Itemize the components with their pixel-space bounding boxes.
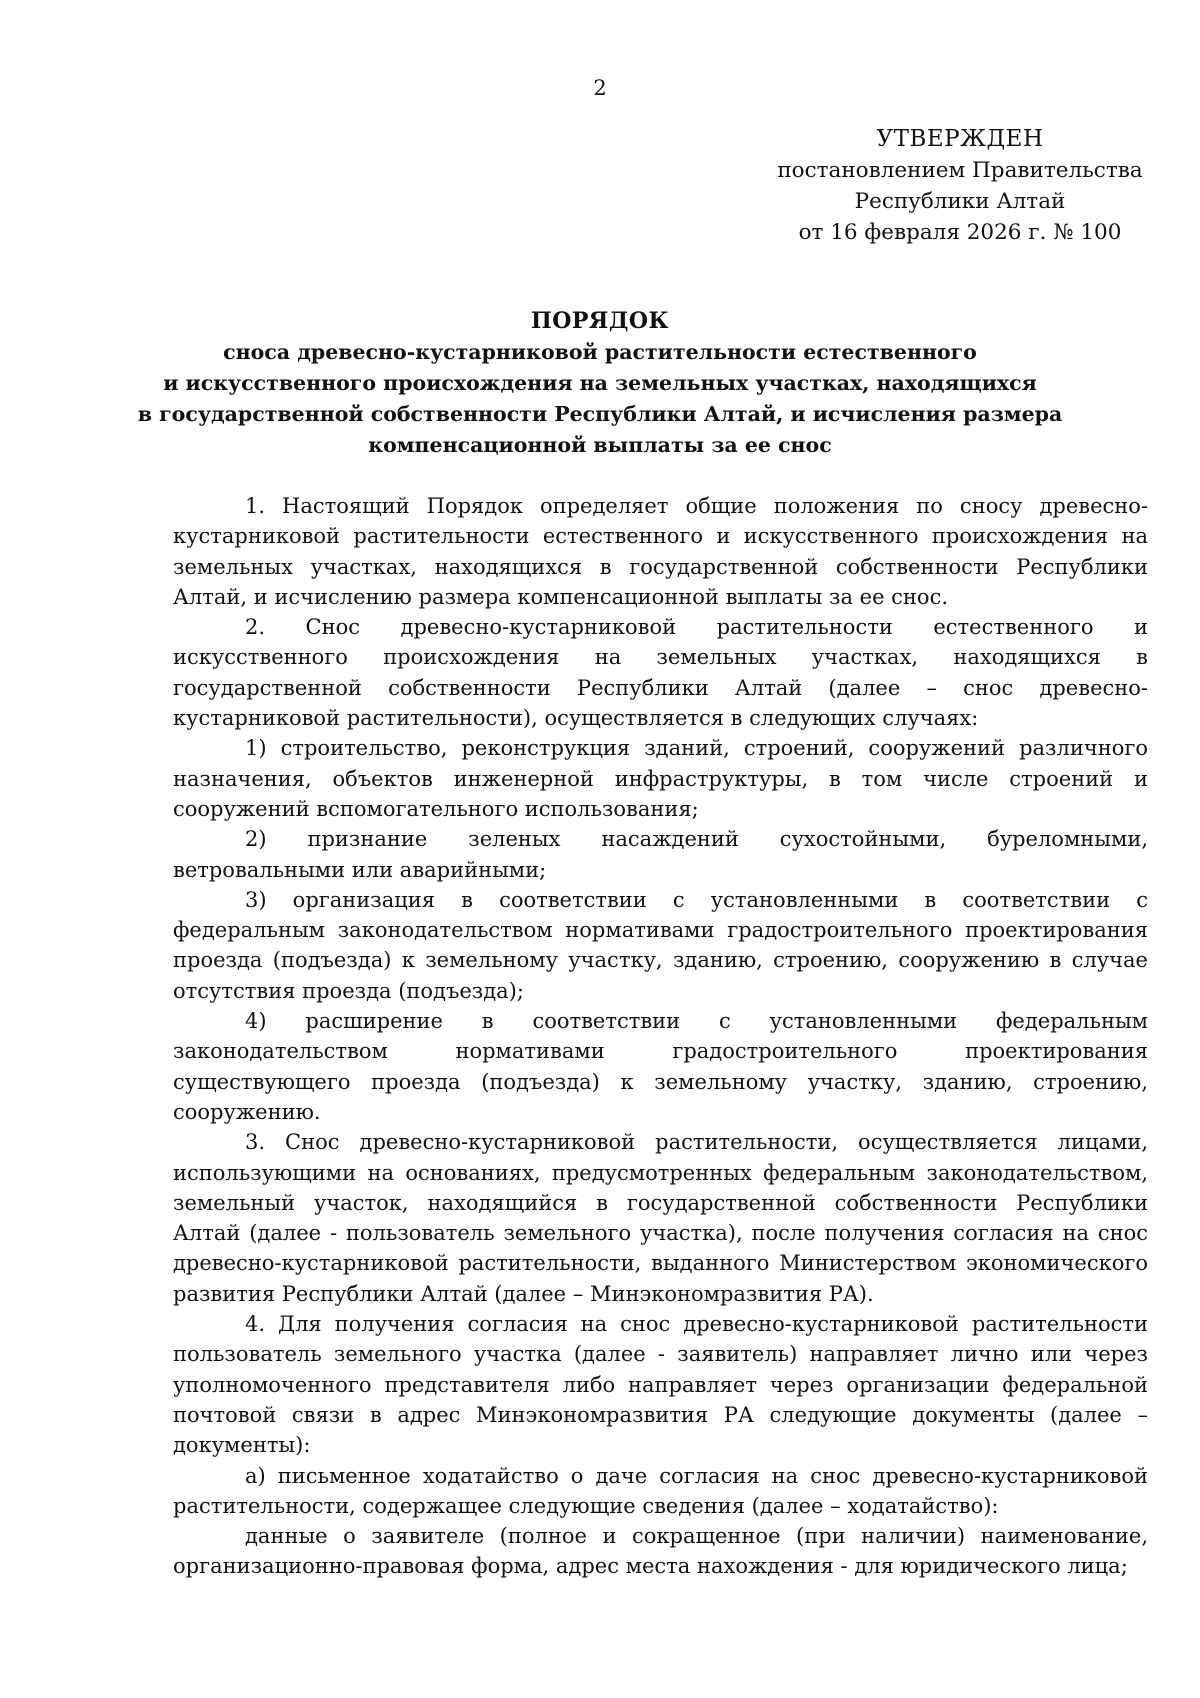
- paragraph-2-item-2: 2) признание зеленых насаждений сухостойными, буреломными, ветровальными или аварийными;: [173, 827, 1148, 882]
- paragraph-1: 1. Настоящий Порядок определяет общие положения по сносу древесно-кустарниковой растительности естественного и искусственного происхождения на земельных участках, находящихся в государственной собственности Республики Алтай, и исчислению размера компенсационной выплаты за ее снос.: [173, 494, 1148, 609]
- document-body: [173, 491, 1148, 1582]
- approval-line-1: постановлением Правительства: [777, 158, 1143, 183]
- paragraph-4-item-a: а) письменное ходатайство о даче согласия на снос древесно-кустарниковой растительности, содержащее следующие сведения (далее – ходатайство):: [173, 1463, 1148, 1518]
- approval-heading: УТВЕРЖДЕН: [876, 126, 1044, 152]
- title-line-3: в государственной собственности Республики Алтай, и исчисления размера: [137, 402, 1063, 426]
- page-number: 2: [593, 76, 607, 100]
- approval-line-3: от 16 февраля 2026 г. № 100: [798, 220, 1122, 245]
- approval-line-2: Республики Алтай: [854, 189, 1066, 214]
- paragraph-2-item-1: 1) строительство, реконструкция зданий, строений, сооружений различного назначения, объектов инженерной инфраструктуры, в том числе строений и сооружений вспомогательного использования;: [173, 736, 1148, 821]
- paragraph-2-item-3: 3) организация в соответствии с установленными в соответствии с федеральным законодательством нормативами градостроительного проектирования проезда (подъезда) к земельному участку, зданию, строению, сооружению в случае отсутствия проезда (подъезда);: [173, 887, 1148, 1003]
- title-line-1: сноса древесно-кустарниковой растительности естественного: [223, 340, 977, 364]
- paragraph-2: 2. Снос древесно-кустарниковой растительности естественного и искусственного происхождения на земельных участках, находящихся в государственной собственности Республики Алтай (далее – снос древесно-кустарниковой растительности), осуществляется в следующих случаях:: [173, 615, 1148, 731]
- document-title: [120, 306, 1080, 461]
- paragraph-4: 4. Для получения согласия на снос древесно-кустарниковой растительности пользователь земельного участка (далее - заявитель) направляет лично или через уполномоченного представителя либо направляет через организации федеральной почтовой связи в адрес Минэкономразвития РА следующие документы (далее – документы):: [173, 1312, 1148, 1458]
- approval-stamp: [760, 124, 1160, 248]
- title-line-4: компенсационной выплаты за ее снос: [368, 433, 832, 457]
- title-line-2: и искусственного происхождения на земельных участках, находящихся: [163, 371, 1037, 395]
- paragraph-2-item-4: 4) расширение в соответствии с установленными федеральным законодательством нормативами градостроительного проектирования существующего проезда (подъезда) к земельному участку, зданию, строению, сооружению.: [173, 1009, 1148, 1124]
- title-main: ПОРЯДОК: [530, 308, 670, 334]
- paragraph-3: 3. Снос древесно-кустарниковой растительности, осуществляется лицами, использующими на основаниях, предусмотренных федеральным законодательством, земельный участок, находящийся в государственной собственности Республики Алтай (далее - пользователь земельного участка), после получения согласия на снос древесно-кустарниковой растительности, выданного Министерством экономического развития Республики Алтай (далее – Минэкономразвития РА).: [173, 1130, 1148, 1306]
- paragraph-4-item-a-detail: данные о заявителе (полное и сокращенное (при наличии) наименование, организационно-правовая форма, адрес места нахождения - для юридического лица;: [173, 1524, 1148, 1579]
